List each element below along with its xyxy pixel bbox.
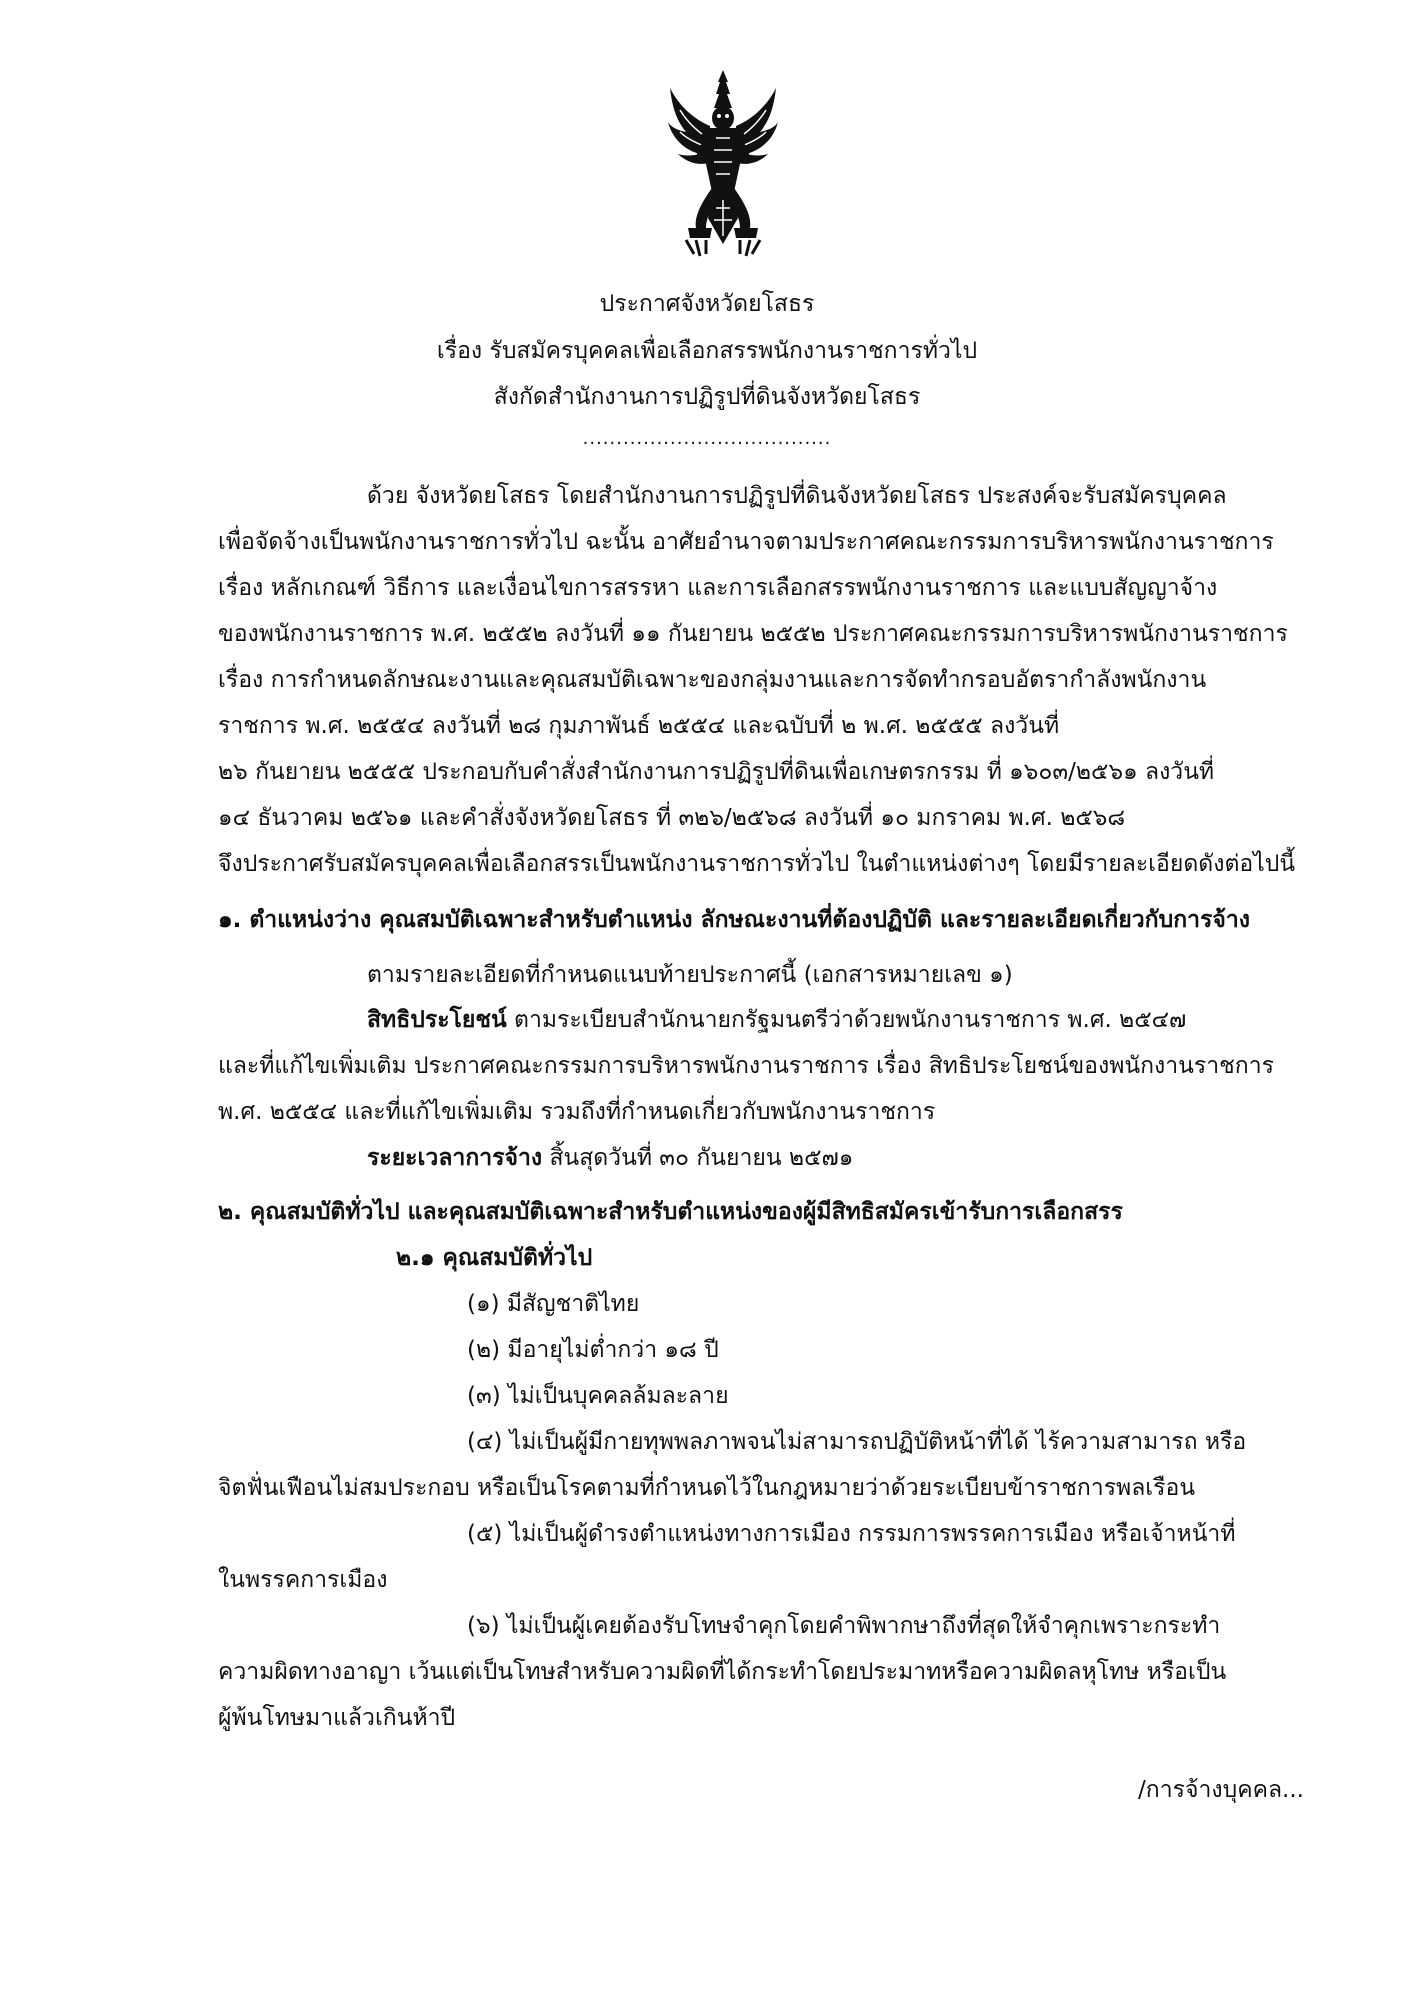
qualification-item: (๑) มีสัญชาติไทย xyxy=(467,1291,640,1317)
benefits-text: ตามระเบียบสำนักนายกรัฐมนตรีว่าด้วยพนักงานราชการ พ.ศ. ๒๕๔๗ xyxy=(506,1007,1187,1033)
qualification-item: (๒) มีอายุไม่ต่ำกว่า ๑๘ ปี xyxy=(467,1337,719,1363)
section-2-heading: ๒. คุณสมบัติทั่วไป และคุณสมบัติเฉพาะสำหรับตำแหน่งของผู้มีสิทธิสมัครเข้ารับการเลือกสรร xyxy=(218,1199,1123,1225)
qualification-item-cont: จิตฟั่นเฟือนไม่สมประกอบ หรือเป็นโรคตามที่กำหนดไว้ในกฎหมายว่าด้วยระเบียบข้าราชการพลเรือน xyxy=(218,1475,1196,1501)
section-1-benefits-line: และที่แก้ไขเพิ่มเติม ประกาศคณะกรรมการบริหารพนักงานราชการ เรื่อง สิทธิประโยชน์ของพนักงานราชการ xyxy=(218,1053,1274,1079)
period-text: สิ้นสุดวันที่ ๓๐ กันยายน ๒๕๗๑ xyxy=(542,1145,854,1171)
qualification-item-cont: ผู้พ้นโทษมาแล้วเกินห้าปี xyxy=(218,1705,456,1731)
section-2-1-heading: ๒.๑ คุณสมบัติทั่วไป xyxy=(396,1245,593,1271)
garuda-emblem xyxy=(666,68,781,258)
qualification-item: (๔) ไม่เป็นผู้มีกายทุพพลภาพจนไม่สามารถปฏิบัติหน้าที่ได้ ไร้ความสามารถ หรือ xyxy=(467,1429,1247,1455)
header-separator: ..................................... xyxy=(582,428,832,449)
section-1-period xyxy=(367,1140,853,1176)
section-1-benefits-line: พ.ศ. ๒๕๕๔ และที่แก้ไขเพิ่มเติม รวมถึงที่กำหนดเกี่ยวกับพนักงานราชการ xyxy=(218,1099,936,1125)
qualification-item-cont: ความผิดทางอาญา เว้นแต่เป็นโทษสำหรับความผิดที่ได้กระทำโดยประมาทหรือความผิดลหุโทษ หรือเป็น xyxy=(218,1659,1227,1685)
section-1-detail: ตามรายละเอียดที่กำหนดแนบท้ายประกาศนี้ (เอกสารหมายเลข ๑) xyxy=(367,962,1013,988)
page-continuation: /การจ้างบุคคล... xyxy=(1138,1777,1304,1803)
intro-line: จึงประกาศรับสมัครบุคคลเพื่อเลือกสรรเป็นพนักงานราชการทั่วไป ในตำแหน่งต่างๆ โดยมีรายละเอียดดังต่อไปนี้ xyxy=(218,851,1296,877)
qualification-item-cont: ในพรรคการเมือง xyxy=(218,1567,388,1593)
intro-line: เรื่อง หลักเกณฑ์ วิธีการ และเงื่อนไขการสรรหา และการเลือกสรรพนักงานราชการ และแบบสัญญาจ้าง xyxy=(218,575,1218,601)
benefits-label: สิทธิประโยชน์ xyxy=(367,1007,507,1033)
qualification-item: (๓) ไม่เป็นบุคคลล้มละลาย xyxy=(467,1383,729,1409)
qualification-item: (๖) ไม่เป็นผู้เคยต้องรับโทษจำคุกโดยคำพิพากษาถึงที่สุดให้จำคุกเพราะกระทำ xyxy=(467,1613,1221,1639)
period-label: ระยะเวลาการจ้าง xyxy=(367,1145,543,1171)
qualification-item: (๕) ไม่เป็นผู้ดำรงตำแหน่งทางการเมือง กรรมการพรรคการเมือง หรือเจ้าหน้าที่ xyxy=(467,1521,1236,1547)
announcement-title: ประกาศจังหวัดยโสธร xyxy=(599,291,815,317)
section-1-benefits xyxy=(367,1002,1186,1038)
intro-line: เรื่อง การกำหนดลักษณะงานและคุณสมบัติเฉพาะของกลุ่มงานและการจัดทำกรอบอัตรากำลังพนักงาน xyxy=(218,667,1207,693)
announcement-subject: เรื่อง รับสมัครบุคคลเพื่อเลือกสรรพนักงานราชการทั่วไป xyxy=(436,338,978,364)
intro-line: ๒๖ กันยายน ๒๕๕๕ ประกอบกับคำสั่งสำนักงานการปฏิรูปที่ดินเพื่อเกษตรกรรม ที่ ๑๖๐๓/๒๕๖๑ ลงวันที่ xyxy=(218,759,1215,785)
intro-line: ราชการ พ.ศ. ๒๕๕๔ ลงวันที่ ๒๘ กุมภาพันธ์ ๒๕๕๔ และฉบับที่ ๒ พ.ศ. ๒๕๕๕ ลงวันที่ xyxy=(218,713,1060,739)
intro-line: ๑๔ ธันวาคม ๒๕๖๑ และคำสั่งจังหวัดยโสธร ที่ ๓๒๖/๒๕๖๘ ลงวันที่ ๑๐ มกราคม พ.ศ. ๒๕๖๘ xyxy=(218,805,1126,831)
intro-line: เพื่อจัดจ้างเป็นพนักงานราชการทั่วไป ฉะนั้น อาศัยอำนาจตามประกาศคณะกรรมการบริหารพนักงานราชการ xyxy=(218,529,1274,555)
intro-line: ของพนักงานราชการ พ.ศ. ๒๕๕๒ ลงวันที่ ๑๑ กันยายน ๒๕๕๒ ประกาศคณะกรรมการบริหารพนักงานราชการ xyxy=(218,621,1288,647)
section-1-heading: ๑. ตำแหน่งว่าง คุณสมบัติเฉพาะสำหรับตำแหน่ง ลักษณะงานที่ต้องปฏิบัติ และรายละเอียดเกี่ยวกับการจ้าง xyxy=(218,907,1251,933)
announcement-affiliation: สังกัดสำนักงานการปฏิรูปที่ดินจังหวัดยโสธร xyxy=(493,384,921,410)
intro-line: ด้วย จังหวัดยโสธร โดยสำนักงานการปฏิรูปที่ดินจังหวัดยโสธร ประสงค์จะรับสมัครบุคคล xyxy=(367,483,1227,509)
